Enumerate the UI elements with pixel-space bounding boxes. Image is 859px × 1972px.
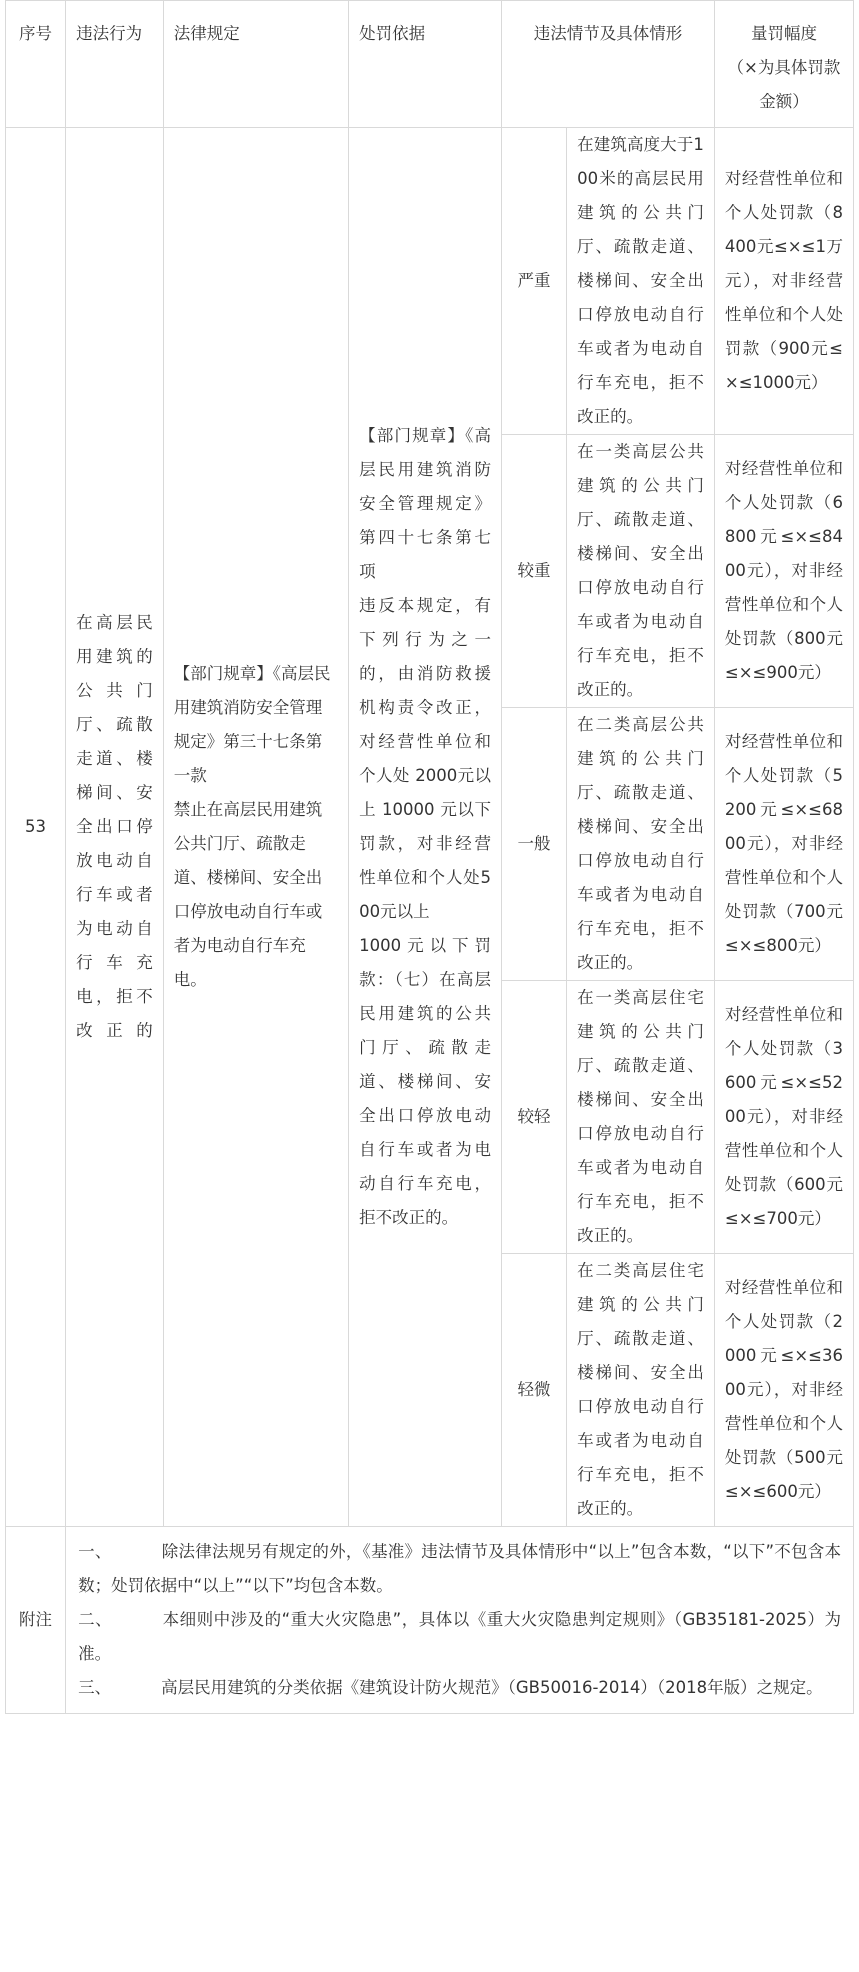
penalty-table xyxy=(5,0,854,1714)
penalty-range-cell: 对经营性单位和个人处罚款（5200元≤×≤6800元），对非经营性单位和个人处罚款（700元≤×≤800元） xyxy=(714,708,853,981)
note-text: 本细则中涉及的“重大火灾隐患”，具体以《重大火灾隐患判定规则》（GB35181-2025）为准。 xyxy=(78,1610,841,1663)
level-cell: 一般 xyxy=(501,708,566,981)
penalty-range-cell: 对经营性单位和个人处罚款（6800元≤×≤8400元），对非经营性单位和个人处罚款（800元≤×≤900元） xyxy=(714,435,853,708)
note-number: 三、 xyxy=(78,1678,112,1697)
notes-label: 附注 xyxy=(6,1527,66,1714)
basis-text: 违反本规定，有下列行为之一的，由消防救援机构责令改正，对经营性单位和个人处 2000元以上 10000 元以下罚款，对非经营性单位和个人处500元以上 xyxy=(359,596,491,921)
penalty-standard-document xyxy=(5,0,854,1714)
header-number: 序号 xyxy=(6,1,66,128)
header-penalty-title: 量罚幅度 xyxy=(750,24,817,43)
level-cell: 严重 xyxy=(501,128,566,435)
level-cell: 较轻 xyxy=(501,981,566,1254)
situation-cell: 在一类高层住宅建筑的公共门厅、疏散走道、楼梯间、安全出口停放电动自行车或者为电动自行车充电，拒不改正的。 xyxy=(567,981,715,1254)
table-header-row xyxy=(6,1,854,128)
header-situation: 违法情节及具体情形 xyxy=(501,1,714,128)
note-text: 高层民用建筑的分类依据《建筑设计防火规范》（GB50016-2014）（2018年版）之规定。 xyxy=(161,1678,823,1697)
note-item xyxy=(78,1671,841,1705)
notes-cell xyxy=(66,1527,854,1714)
table-row xyxy=(6,128,854,435)
notes-row xyxy=(6,1527,854,1714)
situation-cell: 在二类高层住宅建筑的公共门厅、疏散走道、楼梯间、安全出口停放电动自行车或者为电动自行车充电，拒不改正的。 xyxy=(567,1254,715,1527)
header-basis: 处罚依据 xyxy=(349,1,502,128)
header-penalty xyxy=(714,1,853,128)
basis-title: 【部门规章】《高层民用建筑消防安全管理规定》第四十七条第七项 xyxy=(359,426,491,581)
note-text: 除法律法规另有规定的外，《基准》违法情节及具体情形中“以上”包含本数，“以下”不包含本数；处罚依据中“以上”“以下”均包含本数。 xyxy=(78,1542,841,1595)
row-number: 53 xyxy=(6,128,66,1527)
basis-item: 1000元以下罚款：（七）在高层民用建筑的公共门厅、疏散走道、楼梯间、安全出口停放电动自行车或者为电动自行车充电，拒不改正的。 xyxy=(359,936,491,1227)
note-number: 一、 xyxy=(78,1542,112,1561)
law-title: 【部门规章】《高层民用建筑消防安全管理规定》第三十七条第一款 xyxy=(173,664,331,785)
header-penalty-note: （×为具体罚款金额） xyxy=(727,58,841,111)
note-item xyxy=(78,1603,841,1671)
header-law: 法律规定 xyxy=(163,1,348,128)
header-violation: 违法行为 xyxy=(66,1,164,128)
level-cell: 轻微 xyxy=(501,1254,566,1527)
law-text: 禁止在高层民用建筑公共门厅、疏散走道、楼梯间、安全出口停放电动自行车或者为电动自行车充电。 xyxy=(173,800,323,989)
note-number: 二、 xyxy=(78,1610,113,1629)
penalty-range-cell: 对经营性单位和个人处罚款（2000元≤×≤3600元），对非经营性单位和个人处罚款（500元≤×≤600元） xyxy=(714,1254,853,1527)
situation-cell: 在建筑高度大于100米的高层民用建筑的公共门厅、疏散走道、楼梯间、安全出口停放电动自行车或者为电动自行车充电，拒不改正的。 xyxy=(567,128,715,435)
situation-cell: 在二类高层公共建筑的公共门厅、疏散走道、楼梯间、安全出口停放电动自行车或者为电动自行车充电，拒不改正的。 xyxy=(567,708,715,981)
violation-cell: 在高层民用建筑的公共门厅、疏散走道、楼梯间、安全出口停放电动自行车或者为电动自行车充电，拒不改正的 xyxy=(66,128,164,1527)
situation-cell: 在一类高层公共建筑的公共门厅、疏散走道、楼梯间、安全出口停放电动自行车或者为电动自行车充电，拒不改正的。 xyxy=(567,435,715,708)
penalty-range-cell: 对经营性单位和个人处罚款（8400元≤×≤1万元），对非经营性单位和个人处罚款（900元≤×≤1000元） xyxy=(714,128,853,435)
law-cell xyxy=(163,128,348,1527)
level-cell: 较重 xyxy=(501,435,566,708)
note-item xyxy=(78,1535,841,1603)
basis-cell xyxy=(349,128,502,1527)
penalty-range-cell: 对经营性单位和个人处罚款（3600元≤×≤5200元），对非经营性单位和个人处罚款（600元≤×≤700元） xyxy=(714,981,853,1254)
